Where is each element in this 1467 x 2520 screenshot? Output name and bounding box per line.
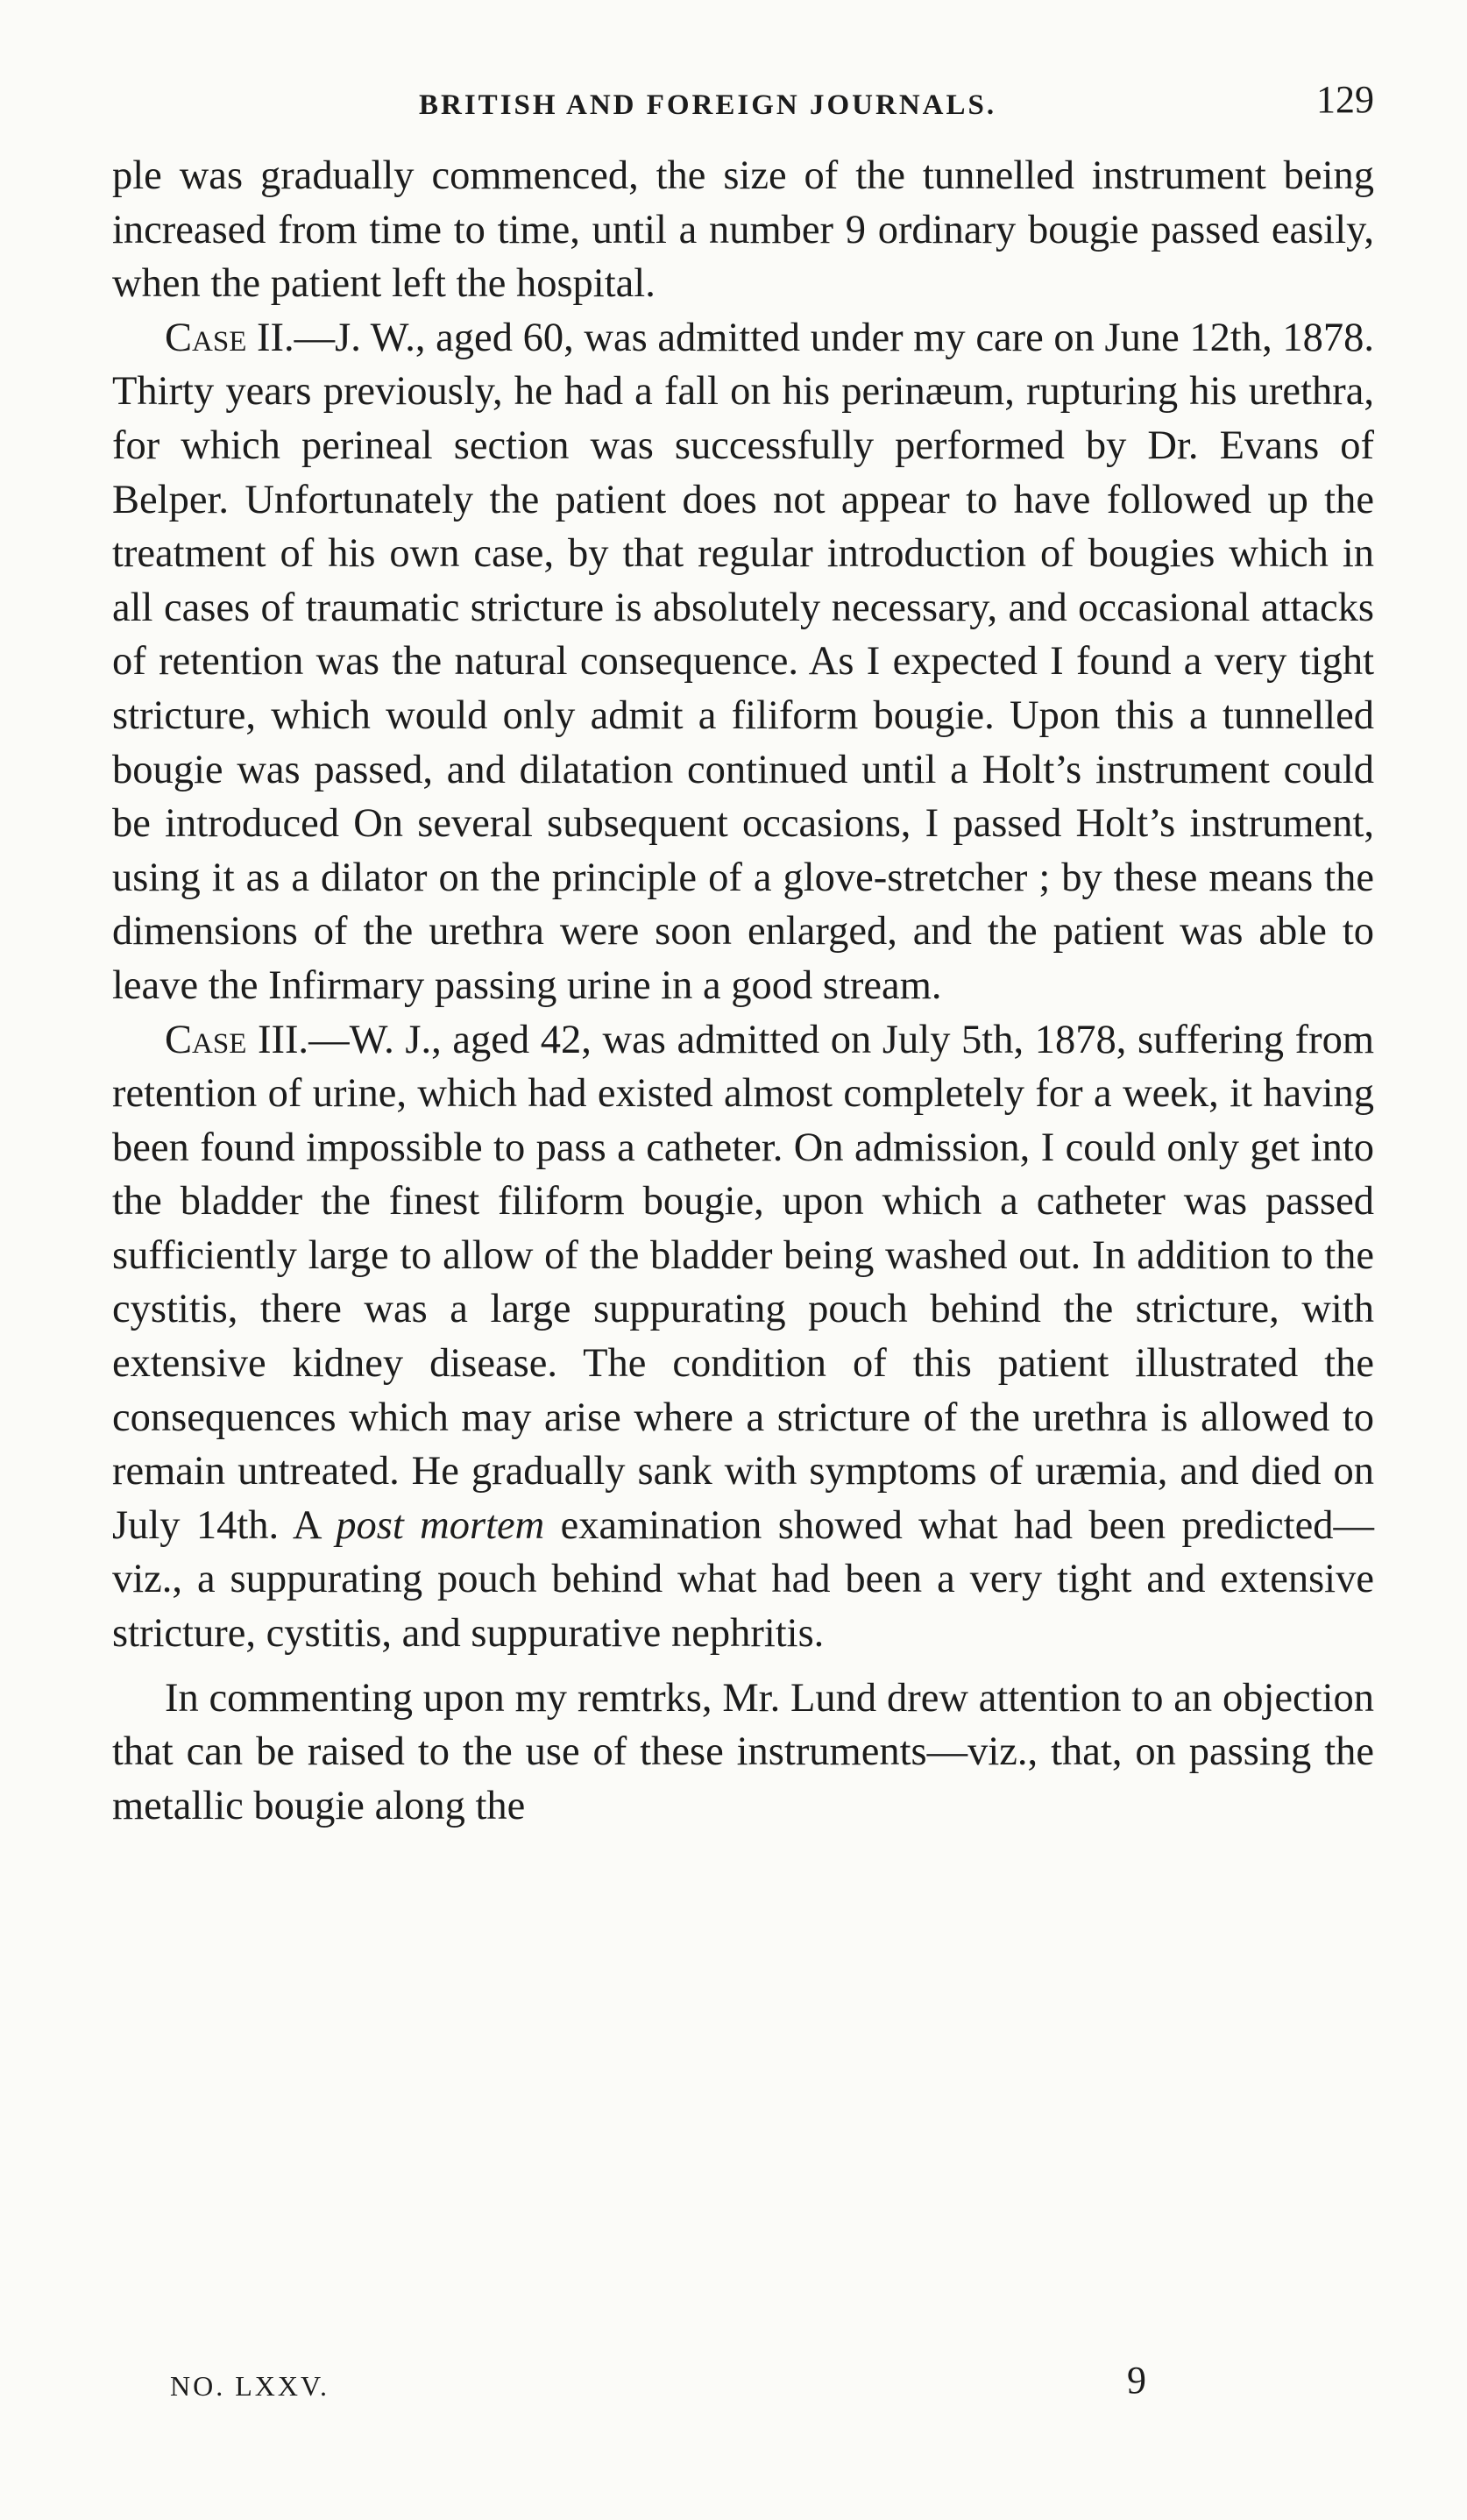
running-head [112,77,1374,130]
running-title: BRITISH AND FOREIGN JOURNALS. [419,89,997,121]
page-number: 129 [1316,78,1374,121]
paragraph-comment: In commenting upon my remtrks, Mr. Lund drew attention to an objection that can be raised to the use of these instruments—viz., that, on passing the metallic bougie along the [112,1675,1374,1828]
journal-page [112,77,1374,2461]
paragraph-case-2 [112,311,1374,1013]
paragraph-continuation: ple was gradually commenced, the size of the tunnelled instrument being increased from time to time, until a number 9 ordinary bougie passed easily, when the patient left the hospital. [112,153,1374,307]
page-footer [112,2359,1374,2417]
case-3-label: Case III. [165,1017,309,1062]
signature-mark: NO. LXXV. [170,2370,330,2402]
body-text [112,149,1374,1833]
sheet-number: 9 [1127,2359,1146,2402]
case-2-label: Case II. [165,315,294,360]
case-3-text-before-italic: —W. J., aged 42, was admitted on July 5th, 1878, suffering from retention of urine, which had existed almost completely for a week, it having been found impossible to pass a catheter. On admission, I could only get into the bladder the finest filiform bougie, upon which a catheter was passed sufficiently large to allow of the bladder being washed out. In addition to the cystitis, there was a large suppurating pouch behind the stricture, with extensive kidney disease. The condition of this patient illustrated the consequences which may arise where a stricture of the urethra is allowed to remain untreated. He gradually sank with symptoms of uræmia, and died on July 14th. A [112,1017,1375,1548]
case-3-italic-term: post mortem [336,1502,545,1548]
case-2-text: —J. W., aged 60, was admitted under my care on June 12th, 1878. Thirty years previously, he had a fall on his perinæum, rupturing his urethra, for which perineal section was successfully performed by Dr. Evans of Belper. Unfortunately the patient does not appear to have followed up the treatment of his own case, by that regular introduction of bougies which in all cases of traumatic stricture is absolutely necessary, and occasional attacks of retention was the natural consequence. As I expected I found a very tight stricture, which would only admit a filiform bougie. Upon this a tunnelled bougie was passed, and dilatation continued until a Holt’s instrument could be introduced On several subsequent occasions, I passed Holt’s instrument, using it as a dilator on the principle of a glove-stretcher ; by these means the dimensions of the urethra were soon enlarged, and the patient was able to leave the Infirmary passing urine in a good stream. [112,315,1374,1008]
case-3-text-after-italic: examination showed what had been predicted—viz., a suppurating pouch behind what had been a very tight and extensive stricture, cystitis, and suppurative nephritis. [112,1502,1374,1657]
paragraph-case-3 [112,1013,1374,1661]
